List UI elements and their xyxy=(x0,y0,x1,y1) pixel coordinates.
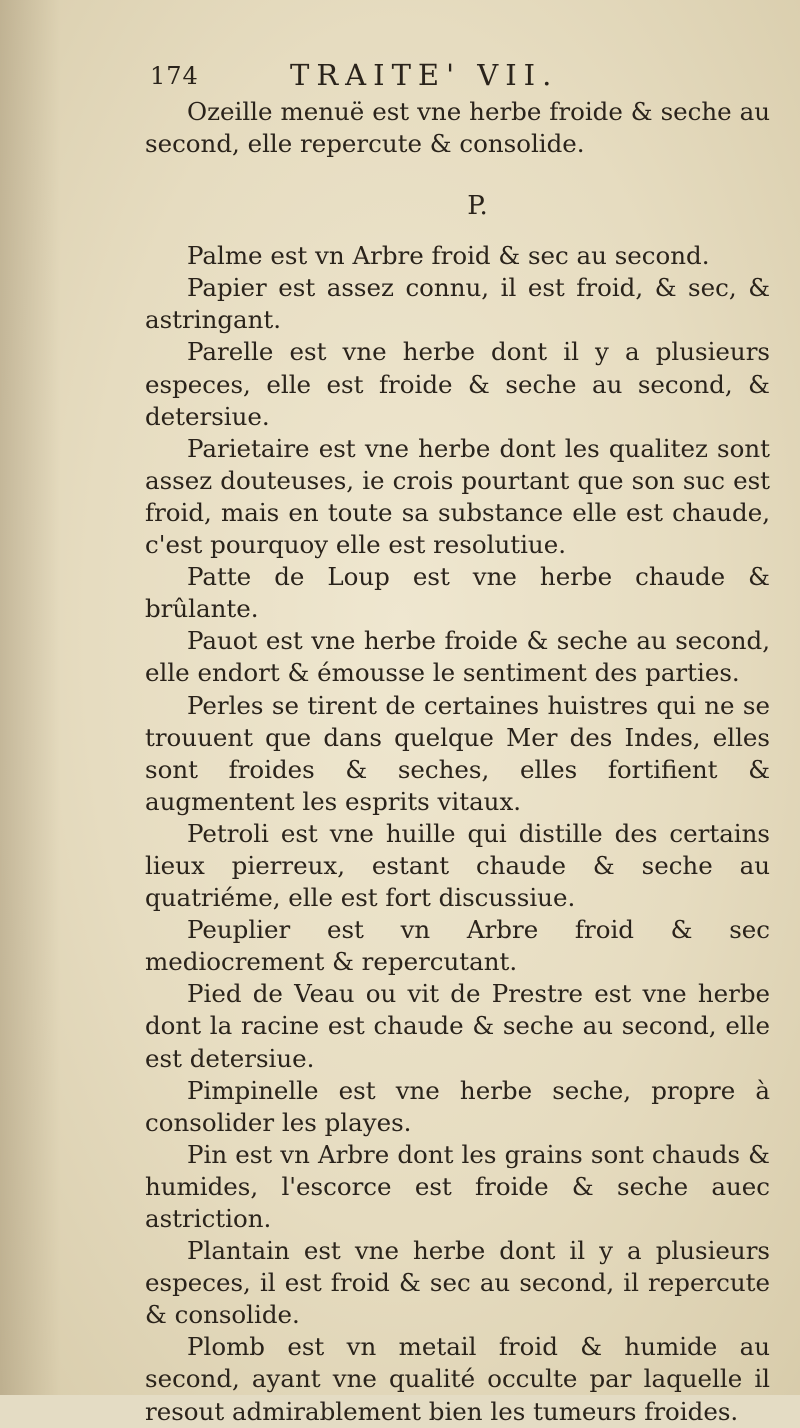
page-header xyxy=(150,58,750,98)
paragraph-pin: Pin est vn Arbre dont les grains sont chauds & humides, l'escorce est froide & seche auec astriction. xyxy=(145,1139,770,1233)
paragraph-papier: Papier est assez connu, il est froid, & sec, & astringant. xyxy=(145,273,770,335)
paragraph-parietaire: Parietaire est vne herbe dont les qualitez sont assez douteuses, ie crois pourtant que son suc est froid, mais en toute sa substance elle est chaude, c'est pourquoy elle est resolutiue. xyxy=(145,433,770,560)
page-number: 174 xyxy=(150,62,199,90)
paragraph-perles: Perles se tirent de certaines huistres qui ne se trouuent que dans quelque Mer des Indes, elles sont froides & seches, elles fortifient & augmentent les esprits vitaux. xyxy=(145,690,770,816)
section-letter: P. xyxy=(467,191,488,222)
running-head: TRAITE' VII. xyxy=(290,58,559,92)
paragraph-palme: Palme est vn Arbre froid & sec au second. xyxy=(187,241,710,271)
paragraph-peuplier: Peuplier est vn Arbre froid & sec mediocrement & repercutant. xyxy=(145,915,770,977)
paragraph-pimpinelle: Pimpinelle est vne herbe seche, propre à consolider les playes. xyxy=(145,1075,770,1137)
paragraph-ozeille: Ozeille menuë est vne herbe froide & seche au second, elle repercute & consolide. xyxy=(145,97,770,159)
paragraph-plantain: Plantain est vne herbe dont il y a plusieurs especes, il est froid & sec au second, il repercute & consolide. xyxy=(145,1236,770,1330)
body-text xyxy=(145,96,770,1428)
paragraph-patte-de-loup: Patte de Loup est vne herbe chaude & brûlante. xyxy=(145,562,770,624)
paragraph-pauot: Pauot est vne herbe froide & seche au second, elle endort & émousse le sentiment des parties. xyxy=(145,626,770,688)
paragraph-petroli: Petroli est vne huille qui distille des certains lieux pierreux, estant chaude & seche au quatriéme, elle est fort discussiue. xyxy=(145,818,770,913)
paragraph-pied-de-veau: Pied de Veau ou vit de Prestre est vne herbe dont la racine est chaude & seche au second, elle est detersiue. xyxy=(145,979,770,1073)
paragraph-parelle: Parelle est vne herbe dont il y a plusieurs especes, elle est froide & seche au second, & detersiue. xyxy=(145,337,770,431)
paragraph-plomb: Plomb est vn metail froid & humide au second, ayant vne qualité occulte par laquelle il resout admirablement bien les tumeurs froides. xyxy=(145,1332,770,1426)
